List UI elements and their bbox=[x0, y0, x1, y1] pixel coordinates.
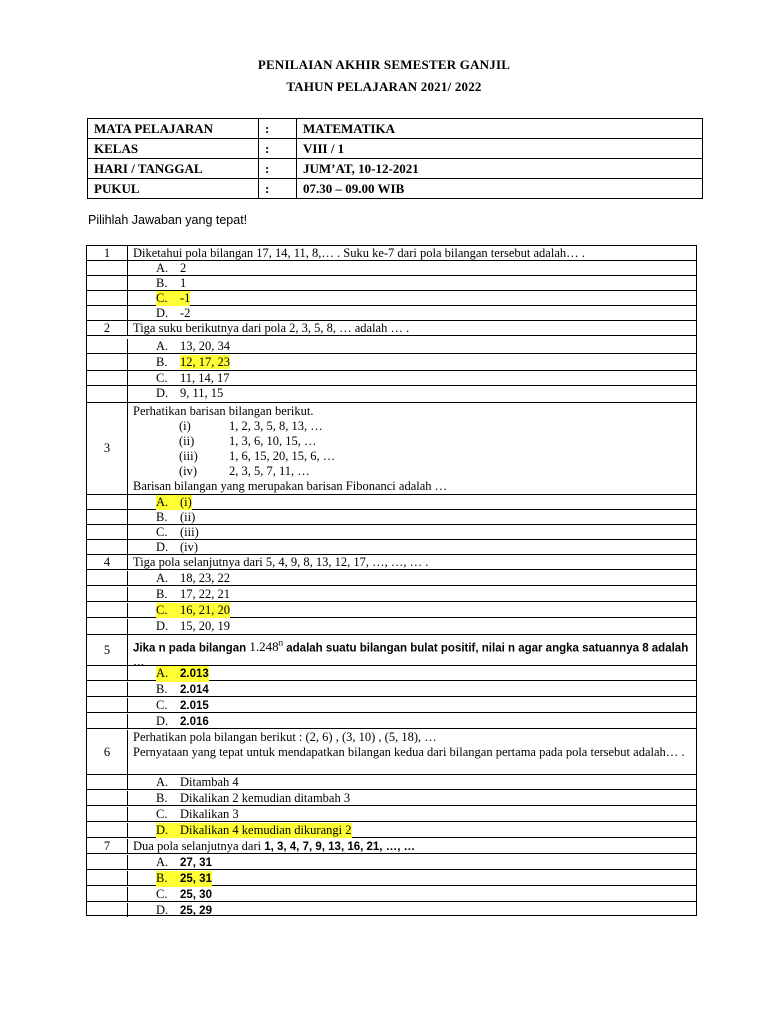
question-table bbox=[86, 245, 697, 916]
number-cell bbox=[87, 354, 128, 370]
option-row bbox=[87, 540, 696, 555]
highlighted-answer: C. 16, 21, 20 bbox=[156, 603, 230, 617]
question-row bbox=[87, 839, 696, 854]
option: D. 9, 11, 15 bbox=[156, 386, 224, 400]
option: C. (iii) bbox=[156, 525, 199, 539]
info-value: 07.30 – 09.00 WIB bbox=[297, 179, 703, 199]
option: A. 18, 23, 22 bbox=[156, 571, 230, 585]
info-row-date bbox=[88, 159, 703, 179]
exam-title: PENILAIAN AKHIR SEMESTER GANJIL bbox=[257, 57, 511, 72]
number-cell bbox=[87, 371, 128, 385]
question-text: Dua pola selanjutnya dari 1, 3, 4, 7, 9, 13, 16, 21, …, … bbox=[133, 839, 416, 853]
option: D. (iv) bbox=[156, 540, 199, 554]
option: A. 2 bbox=[156, 261, 187, 275]
info-separator: : bbox=[259, 119, 297, 139]
info-value: JUM’AT, 10-12-2021 bbox=[297, 159, 703, 179]
option-row bbox=[87, 807, 696, 822]
highlighted-answer: A. (i) bbox=[156, 495, 192, 509]
option-row bbox=[87, 354, 696, 371]
option-row bbox=[87, 823, 696, 838]
number-cell bbox=[87, 603, 128, 617]
info-separator: : bbox=[259, 179, 297, 199]
sequence-item: (i) 1, 2, 3, 5, 8, 13, … bbox=[179, 419, 323, 433]
option-row bbox=[87, 339, 696, 354]
option: B. (ii) bbox=[156, 510, 196, 524]
question-text: Tiga pola selanjutnya dari 5, 4, 9, 8, 13, 12, 17, …, …, … . bbox=[133, 555, 429, 569]
number-cell bbox=[87, 887, 128, 901]
option-row bbox=[87, 855, 696, 870]
highlighted-answer: B. 25, 31 bbox=[156, 871, 212, 885]
number-cell bbox=[87, 698, 128, 712]
number-cell bbox=[87, 823, 128, 837]
question-row bbox=[87, 555, 696, 570]
option: A. 27, 31 bbox=[156, 855, 212, 869]
option-row bbox=[87, 698, 696, 713]
question-number: 2 bbox=[103, 321, 111, 335]
option-row bbox=[87, 261, 696, 276]
option-row bbox=[87, 587, 696, 602]
number-cell bbox=[87, 306, 128, 320]
number-cell bbox=[87, 261, 128, 275]
option-row bbox=[87, 525, 696, 540]
option-row bbox=[87, 714, 696, 729]
info-label: HARI / TANGGAL bbox=[88, 159, 259, 179]
highlighted-answer: D. Dikalikan 4 kemudian dikurangi 2 bbox=[156, 823, 352, 837]
exam-info-table bbox=[87, 118, 703, 199]
option-row bbox=[87, 495, 696, 510]
highlighted-answer: 12, 17, 23 bbox=[180, 355, 230, 369]
option-row bbox=[87, 871, 696, 886]
option-row bbox=[87, 682, 696, 697]
number-cell bbox=[87, 587, 128, 601]
option: B. 1 bbox=[156, 276, 187, 290]
question-text: Jika n pada bilangan 1.248$^n$ adalah suatu bilangan bulat positif, nilai n agar angka satuannya 8 adalah … bbox=[133, 638, 689, 670]
question-text: Pernyataan yang tepat untuk mendapatkan bilangan kedua dari bilangan pertama pada pola tersebut adalah… . bbox=[133, 745, 685, 759]
number-cell bbox=[87, 276, 128, 290]
info-label: PUKUL bbox=[88, 179, 259, 199]
info-value: VIII / 1 bbox=[297, 139, 703, 159]
question-number: 5 bbox=[103, 643, 111, 657]
option: C. 25, 30 bbox=[156, 887, 212, 901]
option: D. 2.016 bbox=[156, 714, 209, 728]
option: D. 25, 29 bbox=[156, 903, 212, 917]
option: D. 15, 20, 19 bbox=[156, 619, 230, 633]
option: C. 11, 14, 17 bbox=[156, 371, 230, 385]
question-number: 1 bbox=[103, 246, 111, 260]
question-number: 3 bbox=[103, 441, 111, 455]
option-row bbox=[87, 510, 696, 525]
info-separator: : bbox=[259, 139, 297, 159]
option: B. 2.014 bbox=[156, 682, 209, 696]
question-text: Perhatikan pola bilangan berikut : (2, 6) , (3, 10) , (5, 18), … bbox=[133, 730, 437, 744]
option-row bbox=[87, 571, 696, 586]
question-text: Barisan bilangan yang merupakan barisan Fibonanci adalah … bbox=[133, 479, 448, 493]
option: C. 2.015 bbox=[156, 698, 209, 712]
question-row bbox=[87, 403, 696, 495]
number-cell bbox=[87, 682, 128, 696]
number-cell bbox=[87, 807, 128, 821]
number-cell bbox=[87, 791, 128, 805]
number-cell bbox=[87, 339, 128, 353]
question-number: 4 bbox=[103, 555, 111, 569]
question-row bbox=[87, 730, 696, 775]
info-label: MATA PELAJARAN bbox=[88, 119, 259, 139]
number-cell bbox=[87, 291, 128, 305]
number-cell bbox=[87, 619, 128, 634]
question-text: Perhatikan barisan bilangan berikut. bbox=[133, 404, 314, 418]
option-row bbox=[87, 903, 696, 917]
option-row bbox=[87, 291, 696, 306]
option-row bbox=[87, 666, 696, 681]
info-row-subject bbox=[88, 119, 703, 139]
number-cell bbox=[87, 540, 128, 554]
number-cell bbox=[87, 525, 128, 539]
info-row-class bbox=[88, 139, 703, 159]
sequence-item: (iv) 2, 3, 5, 7, 11, … bbox=[179, 464, 310, 478]
instruction-text: Pilihlah Jawaban yang tepat! bbox=[88, 213, 248, 227]
info-value: MATEMATIKA bbox=[297, 119, 703, 139]
question-number: 7 bbox=[103, 839, 111, 853]
option-row bbox=[87, 371, 696, 386]
question-row bbox=[87, 635, 696, 670]
info-row-time bbox=[88, 179, 703, 199]
option: B. Dikalikan 2 kemudian ditambah 3 bbox=[156, 791, 351, 805]
option-row bbox=[87, 306, 696, 321]
question-text: Tiga suku berikutnya dari pola 2, 3, 5, 8, … adalah … . bbox=[133, 321, 410, 335]
number-cell bbox=[87, 495, 128, 509]
option: B. 12, 17, 23 bbox=[156, 355, 230, 369]
number-cell bbox=[87, 386, 128, 402]
number-cell bbox=[87, 855, 128, 869]
info-label: KELAS bbox=[88, 139, 259, 159]
question-row bbox=[87, 246, 696, 261]
option-row bbox=[87, 887, 696, 902]
number-cell bbox=[87, 775, 128, 789]
number-cell bbox=[87, 510, 128, 524]
sequence-item: (iii) 1, 6, 15, 20, 15, 6, … bbox=[179, 449, 336, 463]
academic-year-title: TAHUN PELAJARAN 2021/ 2022 bbox=[286, 79, 482, 94]
question-row bbox=[87, 321, 696, 336]
option: C. Dikalikan 3 bbox=[156, 807, 239, 821]
number-cell bbox=[87, 666, 128, 680]
question-text: Diketahui pola bilangan 17, 14, 11, 8,… . Suku ke-7 dari pola bilangan tersebut adalah… . bbox=[133, 246, 585, 260]
option-row bbox=[87, 386, 696, 403]
sequence-item: (ii) 1, 3, 6, 10, 15, … bbox=[179, 434, 317, 448]
info-separator: : bbox=[259, 159, 297, 179]
number-cell bbox=[87, 903, 128, 917]
option: B. 17, 22, 21 bbox=[156, 587, 230, 601]
option-row bbox=[87, 619, 696, 635]
option-row bbox=[87, 276, 696, 291]
option: A. 13, 20, 34 bbox=[156, 339, 230, 353]
question-number: 6 bbox=[103, 745, 111, 759]
highlighted-answer: C. -1 bbox=[156, 291, 191, 305]
option-row bbox=[87, 775, 696, 790]
option: A. Ditambah 4 bbox=[156, 775, 239, 789]
option-row bbox=[87, 791, 696, 806]
number-cell bbox=[87, 871, 128, 885]
option: D. -2 bbox=[156, 306, 191, 320]
math-expression: 1.248$^n$ bbox=[249, 638, 284, 655]
option-row bbox=[87, 603, 696, 618]
number-cell bbox=[87, 571, 128, 585]
number-cell bbox=[87, 714, 128, 728]
highlighted-answer: A. 2.013 bbox=[156, 666, 209, 680]
